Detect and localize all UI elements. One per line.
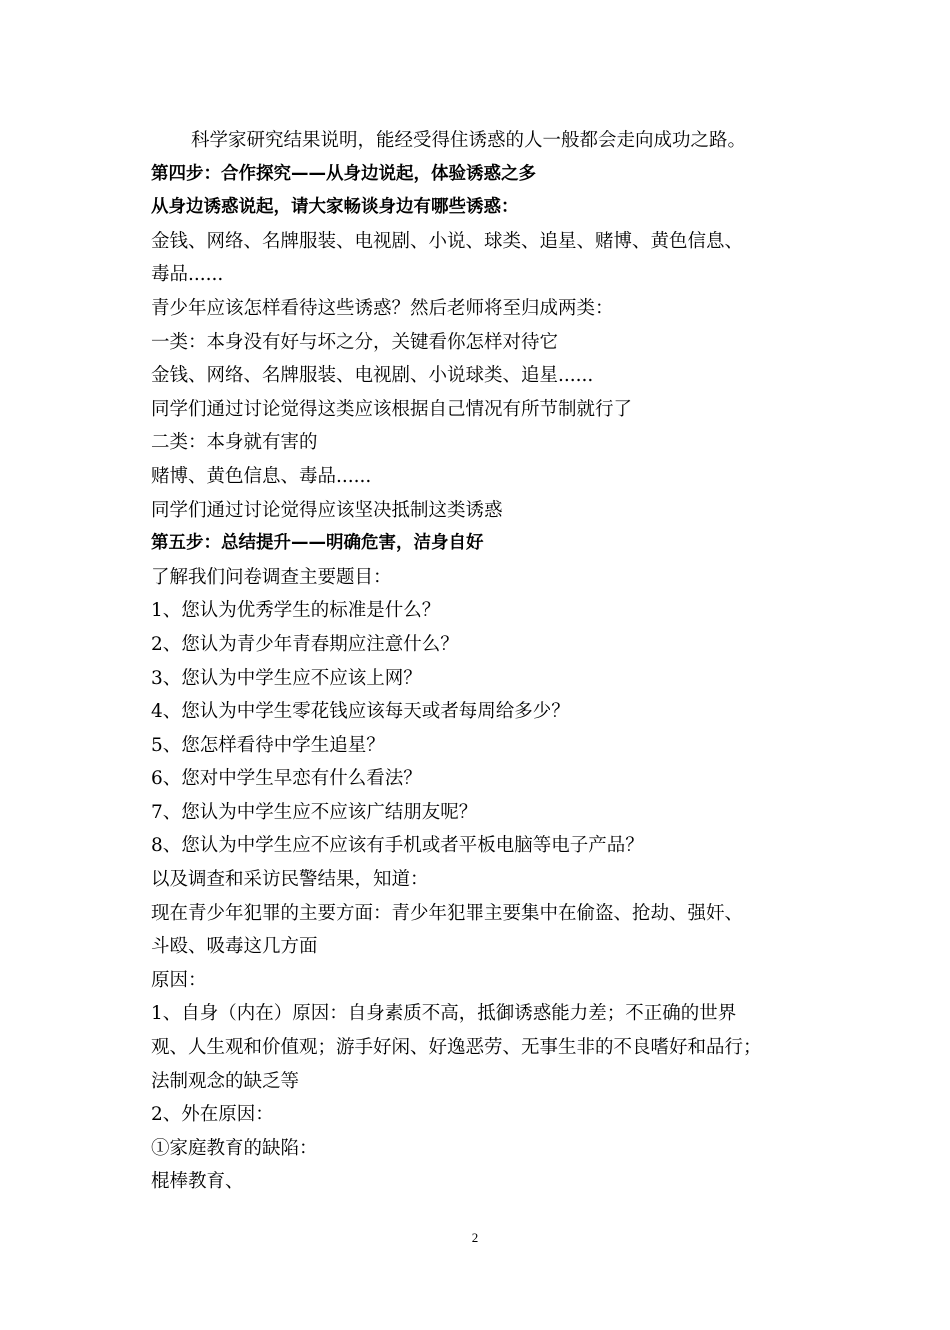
text-line: 金钱、网络、名牌服装、电视剧、小说球类、追星...... <box>151 365 594 387</box>
text-line: 同学们通过讨论觉得这类应该根据自己情况有所节制就行了 <box>151 398 633 420</box>
text-line: 法制观念的缺乏等 <box>151 1070 300 1092</box>
text-line: 一类：本身没有好与坏之分，关键看你怎样对待它 <box>151 331 559 353</box>
text-line: 棍棒教育、 <box>151 1171 244 1193</box>
text-line: 3、您认为中学生应不应该上网？ <box>151 667 422 689</box>
text-line: 4、您认为中学生零花钱应该每天或者每周给多少？ <box>151 701 570 723</box>
text-line: ①家庭教育的缺陷： <box>151 1137 318 1159</box>
text-line: 2、外在原因： <box>151 1104 274 1126</box>
text-line: 1、您认为优秀学生的标准是什么？ <box>151 600 441 622</box>
text-line: 原因： <box>151 969 207 991</box>
text-line: 现在青少年犯罪的主要方面：青少年犯罪主要集中在偷盗、抢劫、强奸、 <box>151 902 744 924</box>
document-body <box>151 124 831 1199</box>
section-heading: 第四步：合作探究——从身边说起，体验诱惑之多 <box>151 163 536 184</box>
text-line: 青少年应该怎样看待这些诱惑？然后老师将至归成两类： <box>151 297 614 319</box>
page-number: 2 <box>471 1230 479 1245</box>
text-line: 二类：本身就有害的 <box>151 432 318 454</box>
text-line: 观、人生观和价值观；游手好闲、好逸恶劳、无事生非的不良嗜好和品行； <box>151 1037 762 1059</box>
section-heading: 从身边诱惑说起，请大家畅谈身边有哪些诱惑： <box>151 197 519 218</box>
text-line: 了解我们问卷调查主要题目： <box>151 566 392 588</box>
text-line: 同学们通过讨论觉得应该坚决抵制这类诱惑 <box>151 499 503 521</box>
text-line: 斗殴、吸毒这几方面 <box>151 936 318 958</box>
text-line: 2、您认为青少年青春期应注意什么？ <box>151 633 459 655</box>
text-line: 科学家研究结果说明，能经受得住诱惑的人一般都会走向成功之路。 <box>191 130 747 151</box>
text-line: 8、您认为中学生应不应该有手机或者平板电脑等电子产品？ <box>151 835 644 857</box>
section-heading: 第五步：总结提升——明确危害，洁身自好 <box>151 533 484 554</box>
text-line: 6、您对中学生早恋有什么看法？ <box>151 768 422 790</box>
text-line: 1、自身（内在）原因：自身素质不高，抵御诱惑能力差；不正确的世界 <box>151 1003 737 1025</box>
text-line: 7、您认为中学生应不应该广结朋友呢？ <box>151 801 478 823</box>
text-line: 毒品...... <box>151 264 224 286</box>
text-line: 以及调查和采访民警结果，知道： <box>151 869 429 891</box>
text-line: 赌博、黄色信息、毒品...... <box>151 465 372 487</box>
text-line: 5、您怎样看待中学生追星？ <box>151 734 385 756</box>
text-line: 金钱、网络、名牌服装、电视剧、小说、球类、追星、赌博、黄色信息、 <box>151 230 744 252</box>
